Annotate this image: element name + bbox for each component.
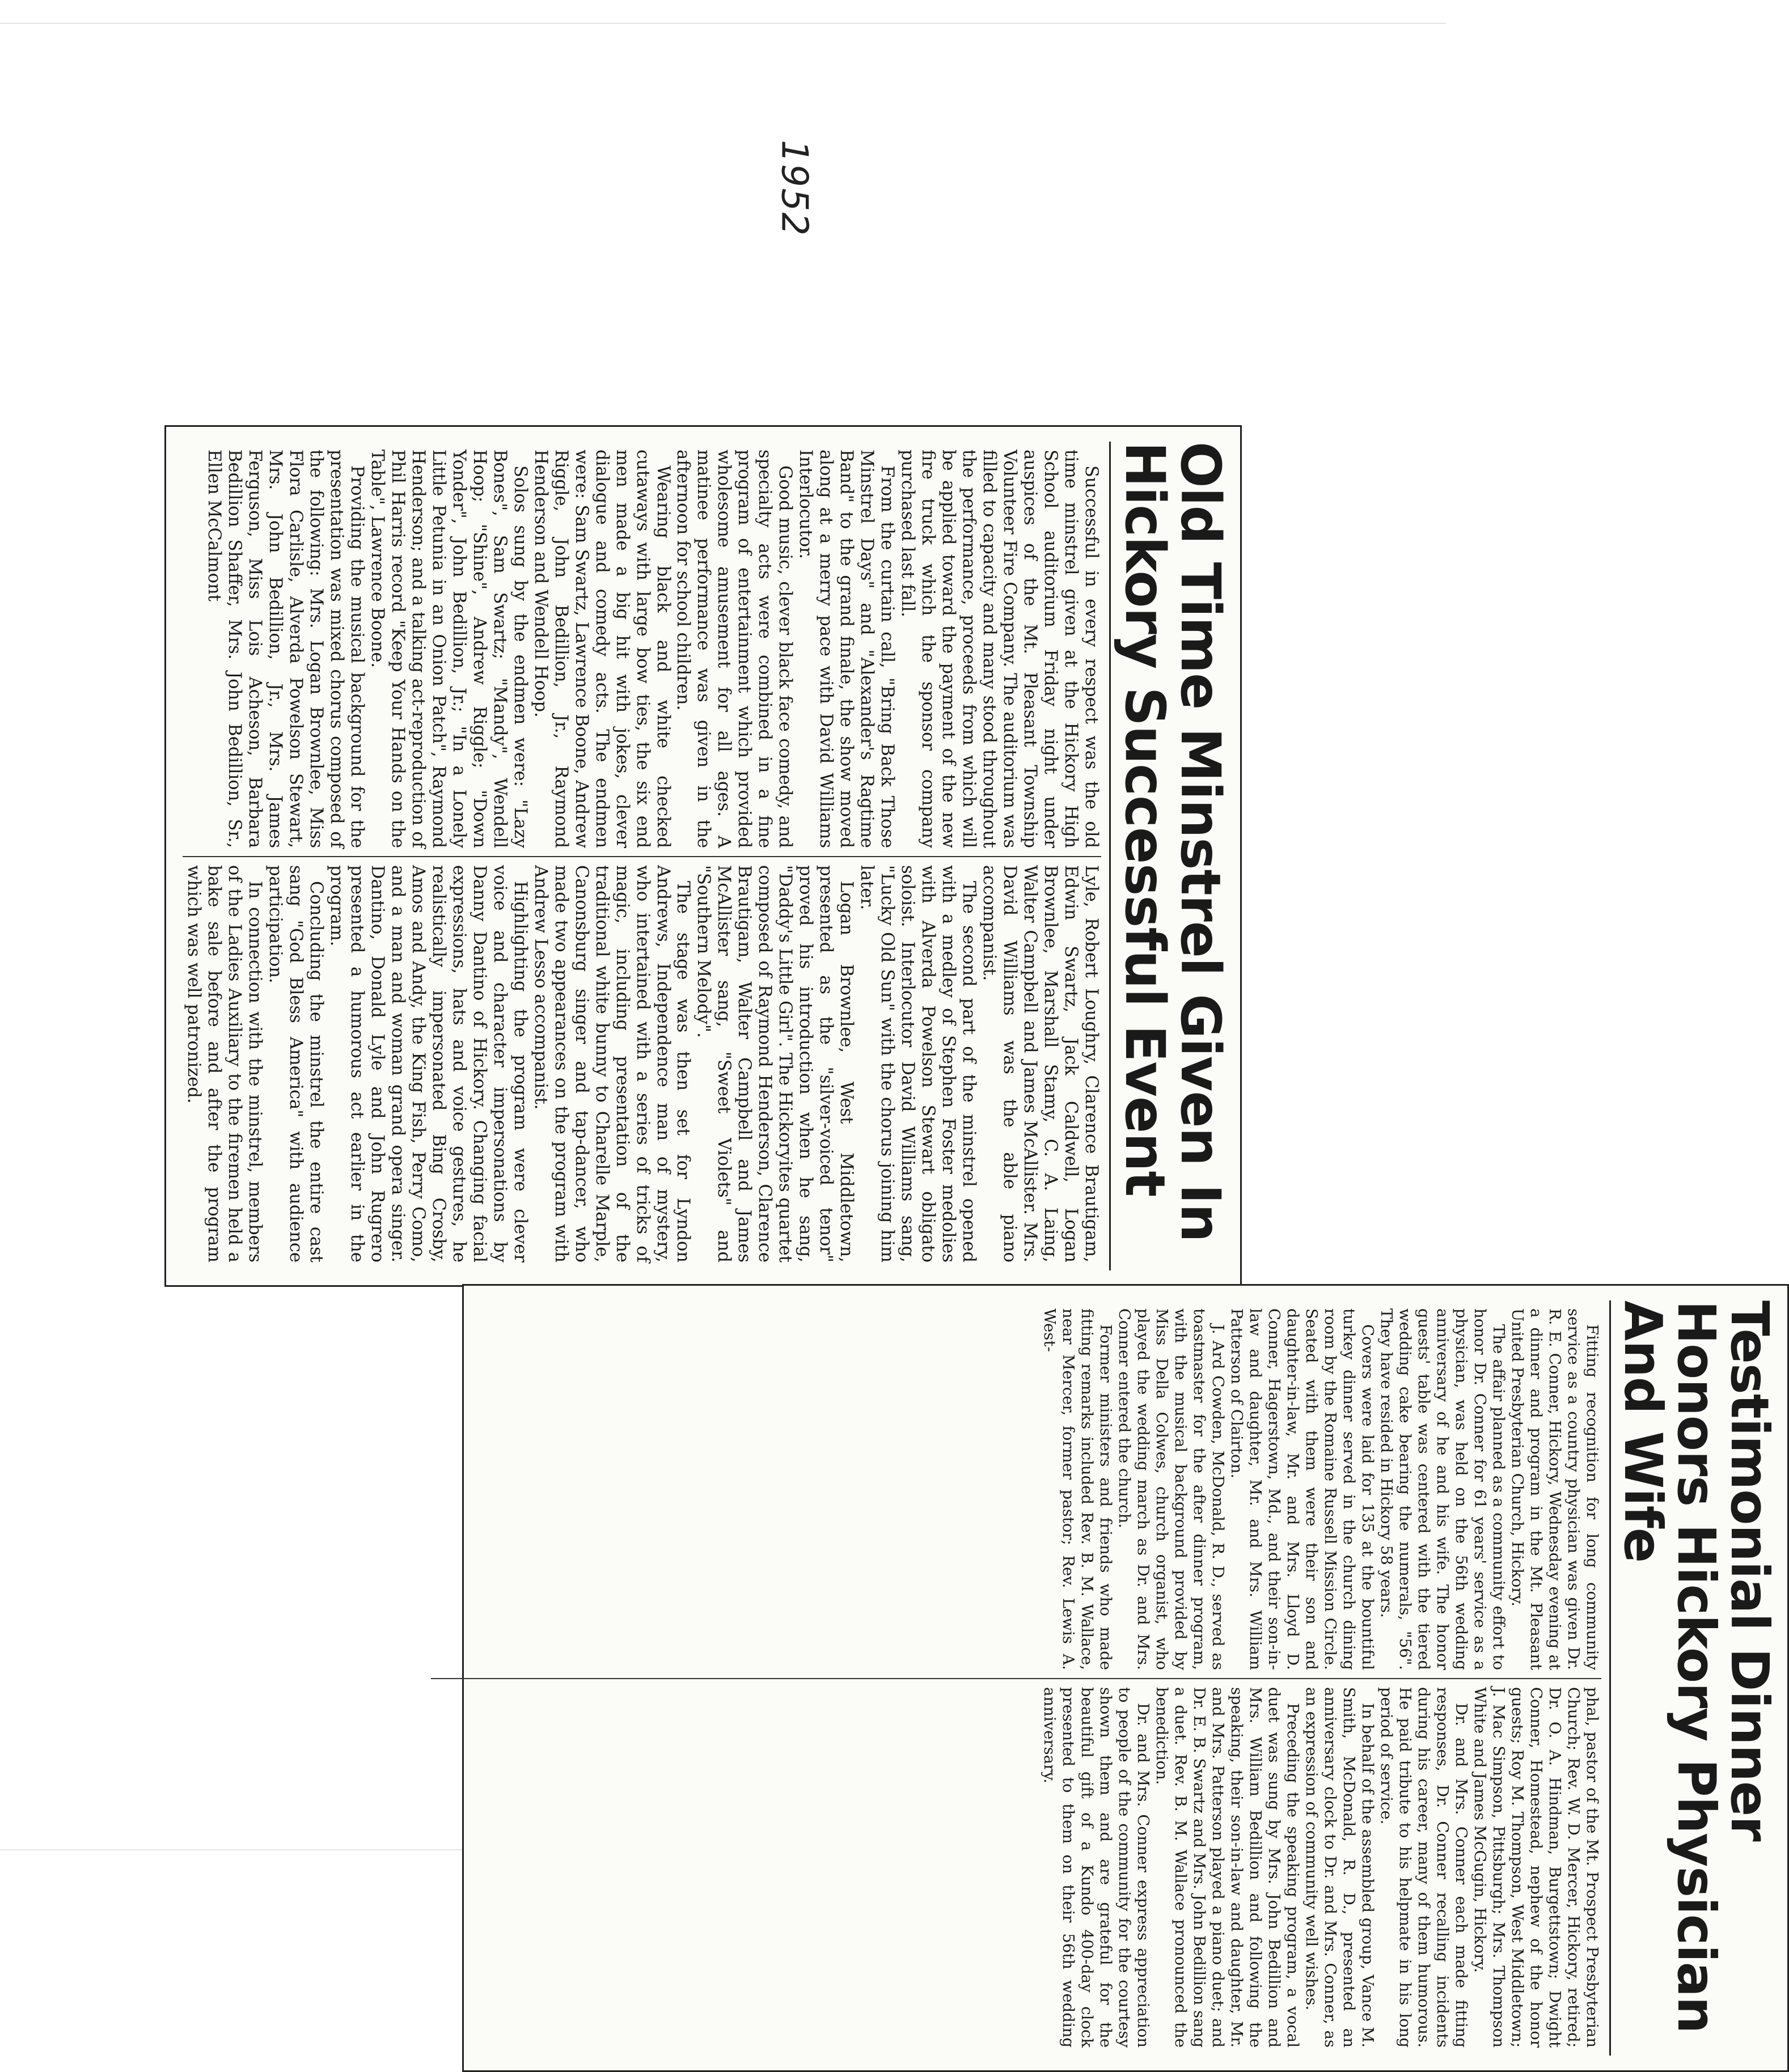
paragraph: Dr. and Mrs. Conner express appreciation to people of the community for the courtesy shown them and are grateful for the beautiful gift of a Kundo 400-day clock presented to them on their 56th wedding anniversary. [1040,1687,1152,2048]
paragraph: Solos sung by the endmen were: "Lazy Bones", Sam Swartz; "Mandy", Wendell Hoop; "Shine", Andrew Riggle; "Down Yonder", John Bedillion, Jr.; "In a Lonely Little Petunia in an Onion Patch", Raymond Henderson; and a talking act-reproduction of Phil Harris record "Keep Your Hands on the Table", Lawrence Boone. [367,450,530,848]
paragraph: Logan Brownlee, West Middletown, presented as the "silver-voiced tenor" proved his introduction when he sang, "Daddy's Little Girl". The Hickoryites quartet composed of Raymond Henderson, Clarence Brautigam, Walter Campbell and James McAllister sang, "Sweet Violets" and "Southern Melody". [693,865,857,1262]
minstrel-column-2 [183,856,1101,1270]
paragraph: Covers were laid for 135 at the bountiful turkey dinner served in the church dining room by the Romaine Russell Mission Circle. Seated with them were their son and daughter-in-law, Mr. and Mrs. Lloyd D. Conner, Hagerstown, Md., and their son-in-law and daughter, Mr. and Mrs. William Patterson of Clairton. [1227,1308,1377,1670]
paragraph: Former ministers and friends who made fitting remarks included Rev. B. M. Wallace, near Mercer, former pastor; Rev. Lewis A. West- [1040,1308,1115,1670]
testimonial-article-clipping [462,1284,1789,2072]
paragraph: The stage was then set for Lyndon Andrews, Independence man of mystery, who intertained with a series of tricks of magic, including presentation of the traditional white bunny to Charelle Marple, Canonsburg singer and tap-dancer, who made two appearances on the program with Andrew Lesso accompanist. [530,865,693,1262]
minstrel-article-body [183,442,1101,1270]
minstrel-headline: Old Time Minstrel Given In Hickory Successful Event [1109,442,1228,1270]
page-edge-top [0,23,1446,24]
paragraph: From the curtain call, "Bring Back Those Minstrel Days" and "Alexander's Ragtime Band" to the grand finale, the show moved along at a merry pace with David Williams Interlocutor. [796,450,898,848]
paragraph: Good music, clever black face comedy, and specialty acts were combined in a fine program of entertainment which provided wholesome amusement for all ages. A matinee performance was given in the afternoon for school children. [673,450,796,848]
paragraph: Lyle, Robert Loughry, Clarence Brautigam, Edwin Swartz, Jack Caldwell, Logan Brownlee, Marshall Stamy, C. A. Laing, Walter Campbell and James McAllister. Mrs. David Williams was the able piano accompanist. [979,865,1102,1262]
minstrel-article-clipping [164,425,1242,1287]
paragraph: Wearing black and white checked cutaways with large bow ties, the six end men made a big hit with jokes, clever dialogue and comedy acts. The endmen were: Sam Swartz, Lawrence Boone, Andrew Riggle, John Bedillion, Jr., Raymond Henderson and Wendell Hoop. [530,450,673,848]
paragraph: The affair planned as a community effort to honor Dr. Conner for 61 years' service as a physician, was held on the 56th wedding anniversary of he and his wife. The honor guests' table was centered with the tiered wedding cake bearing the numerals, "56". They have resided in Hickory 58 years. [1377,1308,1508,1670]
minstrel-column-1 [183,442,1101,856]
handwritten-year: 1952 [773,139,815,237]
testimonial-article-body [431,1300,1601,2056]
paragraph: J. Ard Cowden, McDonald, R. D., served as toastmaster for the after dinner program, with the musical background provided by Miss Della Colwes, church organist, who played the wedding march as Dr. and Mrs. Conner entered the church. [1115,1308,1227,1670]
paragraph: Highlighting the program were clever voice and character impersonations by Danny Dantino of Hickory. Changing facial expressions, hats and voice gestures, he realistically impersonated Bing Crosby, Amos and Andy, the King Fish, Perry Como, and a man and woman grand opera singer. Dantino, Donald Lyle and John Rugrero presented a humorous act earlier in the program. [326,865,530,1262]
paragraph: Preceding the speaking program, a vocal duet was sung by Mrs. John Bedillion and Mrs. William Bedillion and following the speaking, their son-in-law and daughter, Mr. and Mrs. Patterson played a piano duet; and Dr. E. B. Swartz and Mrs. John Bedillion sang a duet. Rev. B. M. Wallace pronounced the benediction. [1152,1687,1302,2048]
paragraph: The second part of the minstrel opened with a medley of Stephen Foster medolies with Alverda Powelson Stewart obligato soloist. Interlocutor David Williams sang, "Lucky Old Sun" with the chorus joining him later. [857,865,979,1262]
paragraph: In connection with the minstrel, members of the Ladies Auxiliary to the firemen held a bake sale before and after the program which was well patronized. [183,865,265,1262]
paragraph: Fitting recognition for long community service as a country physician was given Dr. R. E. Conner, Hickory, Wednesday evening at a dinner and program in the Mt. Pleasant United Presbyterian Church, Hickory. [1508,1308,1601,1670]
paragraph: Dr. and Mrs. Conner each made fitting responses, Dr. Conner recalling incidents during his career, many of them humorous. He paid tribute to his helpmate in his long period of service. [1377,1687,1470,2048]
paragraph: Providing the musical background for the presentation was mixed chorus composed of the following: Mrs. Logan Brownlee, Miss Flora Carlisle, Alverda Powelson Stewart, Mrs. John Bedillion, Jr., Mrs. James Ferguson, Miss Lois Acheson, Barbara Bedillion Shaffer, Mrs. John Bedillion, Sr., Ellen McCalmont [204,450,367,848]
paragraph: phal, pastor of the Mt. Prospect Presbyterian Church; Rev. W. D. Mercer, Hickory, retired; Dr. O. A. Hindman, Burgettstown; Dwight Conner, Homestead, nephew of the honor guests; Roy M. Thompson, West Middletown; J. Mac Simpson, Pittsburgh; Mrs. Thompson White and James McGugin, Hickory. [1470,1687,1601,2048]
paragraph: In behalf of the assembled group, Vance M. Smith, McDonald, R. D., presented an anniversary clock to Dr. and Mrs. Conner, as an expression of community well wishes. [1302,1687,1377,2048]
testimonial-column-2 [431,1678,1601,2056]
paragraph: Concluding the minstrel the entire cast sang "God Bless America" with audience participation. [265,865,326,1262]
testimonial-headline: Testimonial Dinner Honors Hickory Physician And Wife [1609,1300,1776,2056]
paragraph: Successful in every respect was the old time minstrel given at the Hickory High School auditorium Friday night under auspices of the Mt. Pleasant Township Volunteer Fire Company. The auditorium was filled to capacity and many stood throughout the performance, proceeds from which will be applied toward the payment of the new fire truck which the sponsor company purchased last fall. [898,450,1102,848]
testimonial-column-1 [431,1300,1601,1678]
